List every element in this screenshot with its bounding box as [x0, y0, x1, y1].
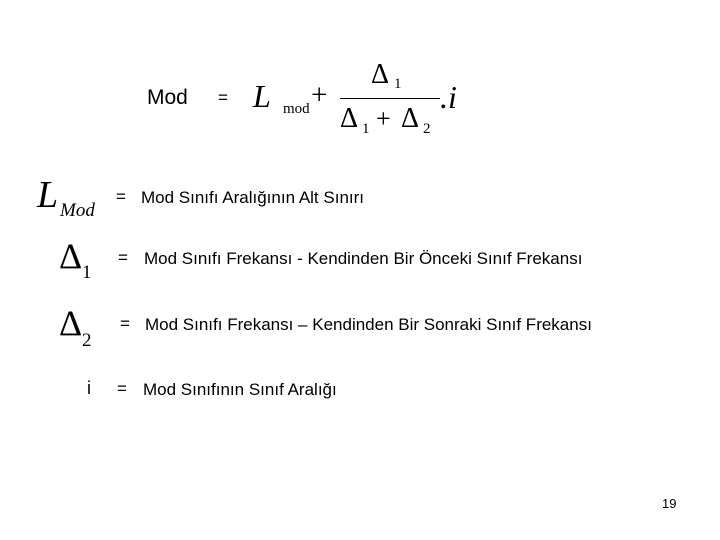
definition-equals: =: [117, 379, 127, 398]
definition-symbol: L: [37, 174, 59, 216]
definition-text: Mod Sınıfının Sınıf Aralığı: [143, 380, 337, 399]
definition-text: Mod Sınıfı Frekansı - Kendinden Bir Önceki Sınıf Frekansı: [144, 249, 583, 268]
definition-equals: =: [118, 248, 128, 267]
definition-text: Mod Sınıfı Aralığının Alt Sınırı: [141, 188, 365, 207]
formula-lower-limit-subscript: mod: [283, 101, 310, 117]
formula-equals-sign: =: [218, 88, 228, 107]
fraction-denominator-subscript1: 1: [362, 121, 370, 137]
page-number: 19: [662, 496, 677, 511]
definition-subscript: Mod: [60, 200, 95, 221]
fraction-numerator-subscript: 1: [394, 76, 402, 92]
definition-symbol: i: [87, 378, 91, 398]
definition-equals: =: [116, 187, 126, 206]
fraction-numerator-delta: Δ: [371, 59, 390, 90]
definition-equals: =: [120, 314, 130, 333]
definition-subscript: 2: [82, 330, 92, 351]
formula-mod-label: Mod: [147, 86, 188, 109]
definition-subscript: 1: [82, 262, 92, 283]
fraction-denominator-subscript2: 2: [423, 121, 431, 137]
formula-plus-sign: +: [311, 79, 328, 111]
fraction-denominator-delta2: Δ: [401, 103, 420, 134]
fraction-bar: [340, 98, 440, 99]
formula-lower-limit-symbol: L: [253, 78, 271, 114]
fraction-denominator-plus: +: [376, 104, 391, 133]
definition-text: Mod Sınıfı Frekansı – Kendinden Bir Sonraki Sınıf Frekansı: [145, 315, 592, 334]
definition-symbol: Δ: [59, 236, 83, 276]
formula-times-interval: .i: [440, 79, 457, 115]
fraction-denominator-delta1: Δ: [340, 103, 359, 134]
definition-symbol: Δ: [59, 303, 83, 343]
